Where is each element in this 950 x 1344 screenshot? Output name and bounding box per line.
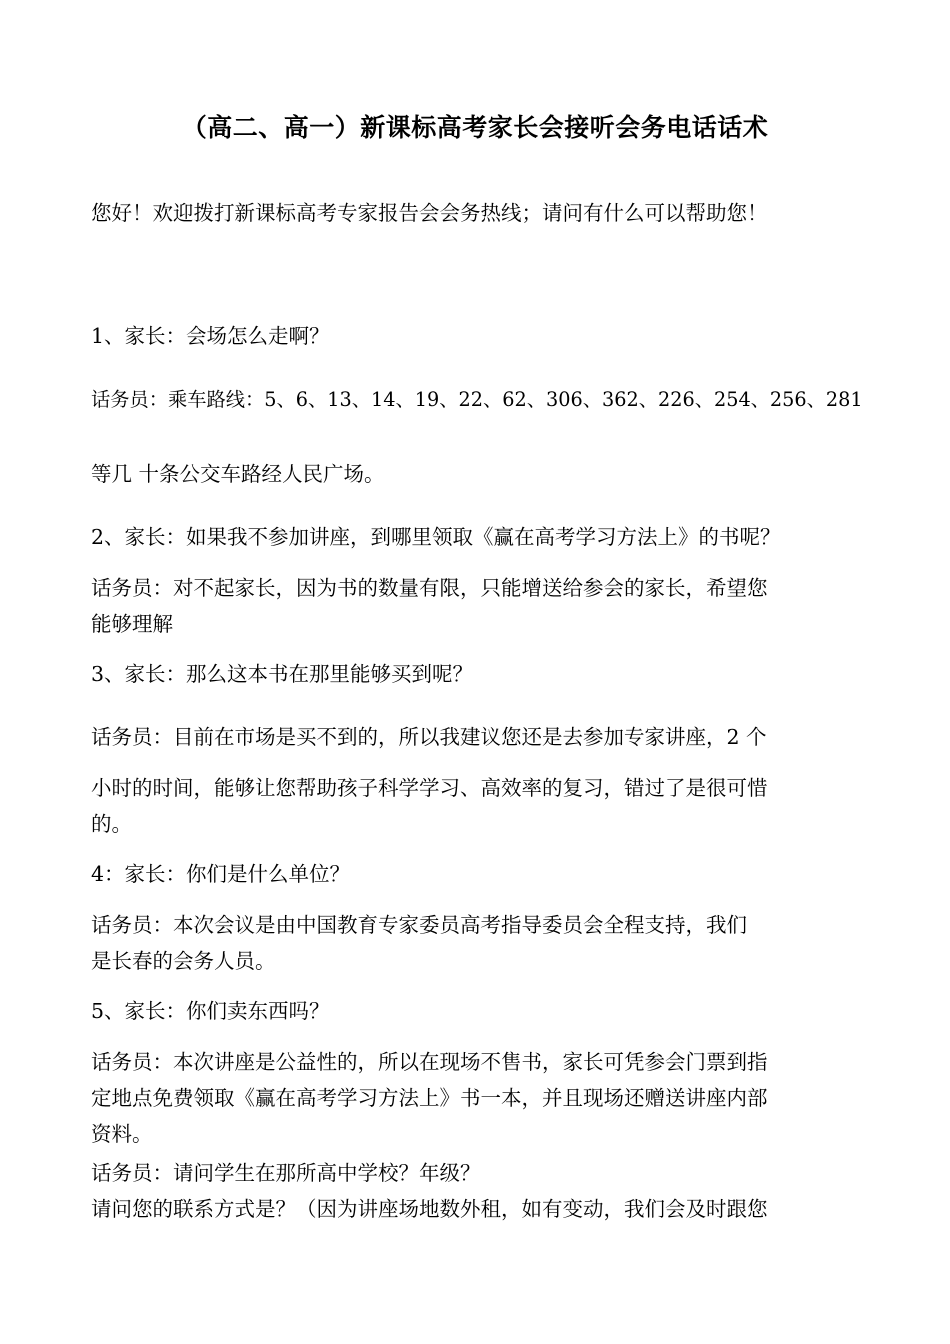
answer-1-line-2: 等几 十条公交车路经人民广场。	[91, 462, 385, 486]
answer-2-line-2: 能够理解	[91, 612, 173, 636]
ask-contact-line: 请问您的联系方式是？（因为讲座场地数外租，如有变动，我们会及时跟您	[91, 1197, 768, 1221]
question-1: 1、家长：会场怎么走啊？	[91, 324, 330, 348]
question-5: 5、家长：你们卖东西吗？	[91, 999, 330, 1023]
answer-4-line-1: 话务员：本次会议是由中国教育专家委员高考指导委员会全程支持，我们	[91, 913, 747, 937]
answer-4-line-2: 是长春的会务人员。	[91, 949, 276, 973]
answer-3-line-2: 小时的时间，能够让您帮助孩子科学学习、高效率的复习，错过了是很可惜	[91, 776, 768, 800]
ask-school-line: 话务员：请问学生在那所高中学校？年级？	[91, 1161, 481, 1185]
answer-1-line-1: 话务员：乘车路线：5、6、13、14、19、22、62、306、362、226、254、256、281	[91, 388, 863, 411]
question-2: 2、家长：如果我不参加讲座，到哪里领取《赢在高考学习方法上》的书呢？	[91, 525, 781, 549]
answer-5-line-3: 资料。	[91, 1122, 153, 1146]
answer-5-line-2: 定地点免费领取《赢在高考学习方法上》书一本，并且现场还赠送讲座内部	[91, 1086, 768, 1110]
question-4: 4：家长：你们是什么单位？	[91, 862, 351, 886]
answer-5-line-1: 话务员：本次讲座是公益性的，所以在现场不售书，家长可凭参会门票到指	[91, 1050, 768, 1074]
answer-3-line-3: 的。	[91, 812, 132, 836]
answer-2-line-1: 话务员：对不起家长，因为书的数量有限，只能增送给参会的家长，希望您	[91, 576, 768, 600]
greeting-text: 您好！欢迎拨打新课标高考专家报告会会务热线；请问有什么可以帮助您！	[91, 201, 768, 225]
document-title: （高二、高一）新课标高考家长会接听会务电话话术	[181, 113, 769, 142]
question-3: 3、家长：那么这本书在那里能够买到呢？	[91, 662, 474, 686]
answer-3-line-1: 话务员：目前在市场是买不到的，所以我建议您还是去参加专家讲座，2 个	[91, 725, 767, 749]
